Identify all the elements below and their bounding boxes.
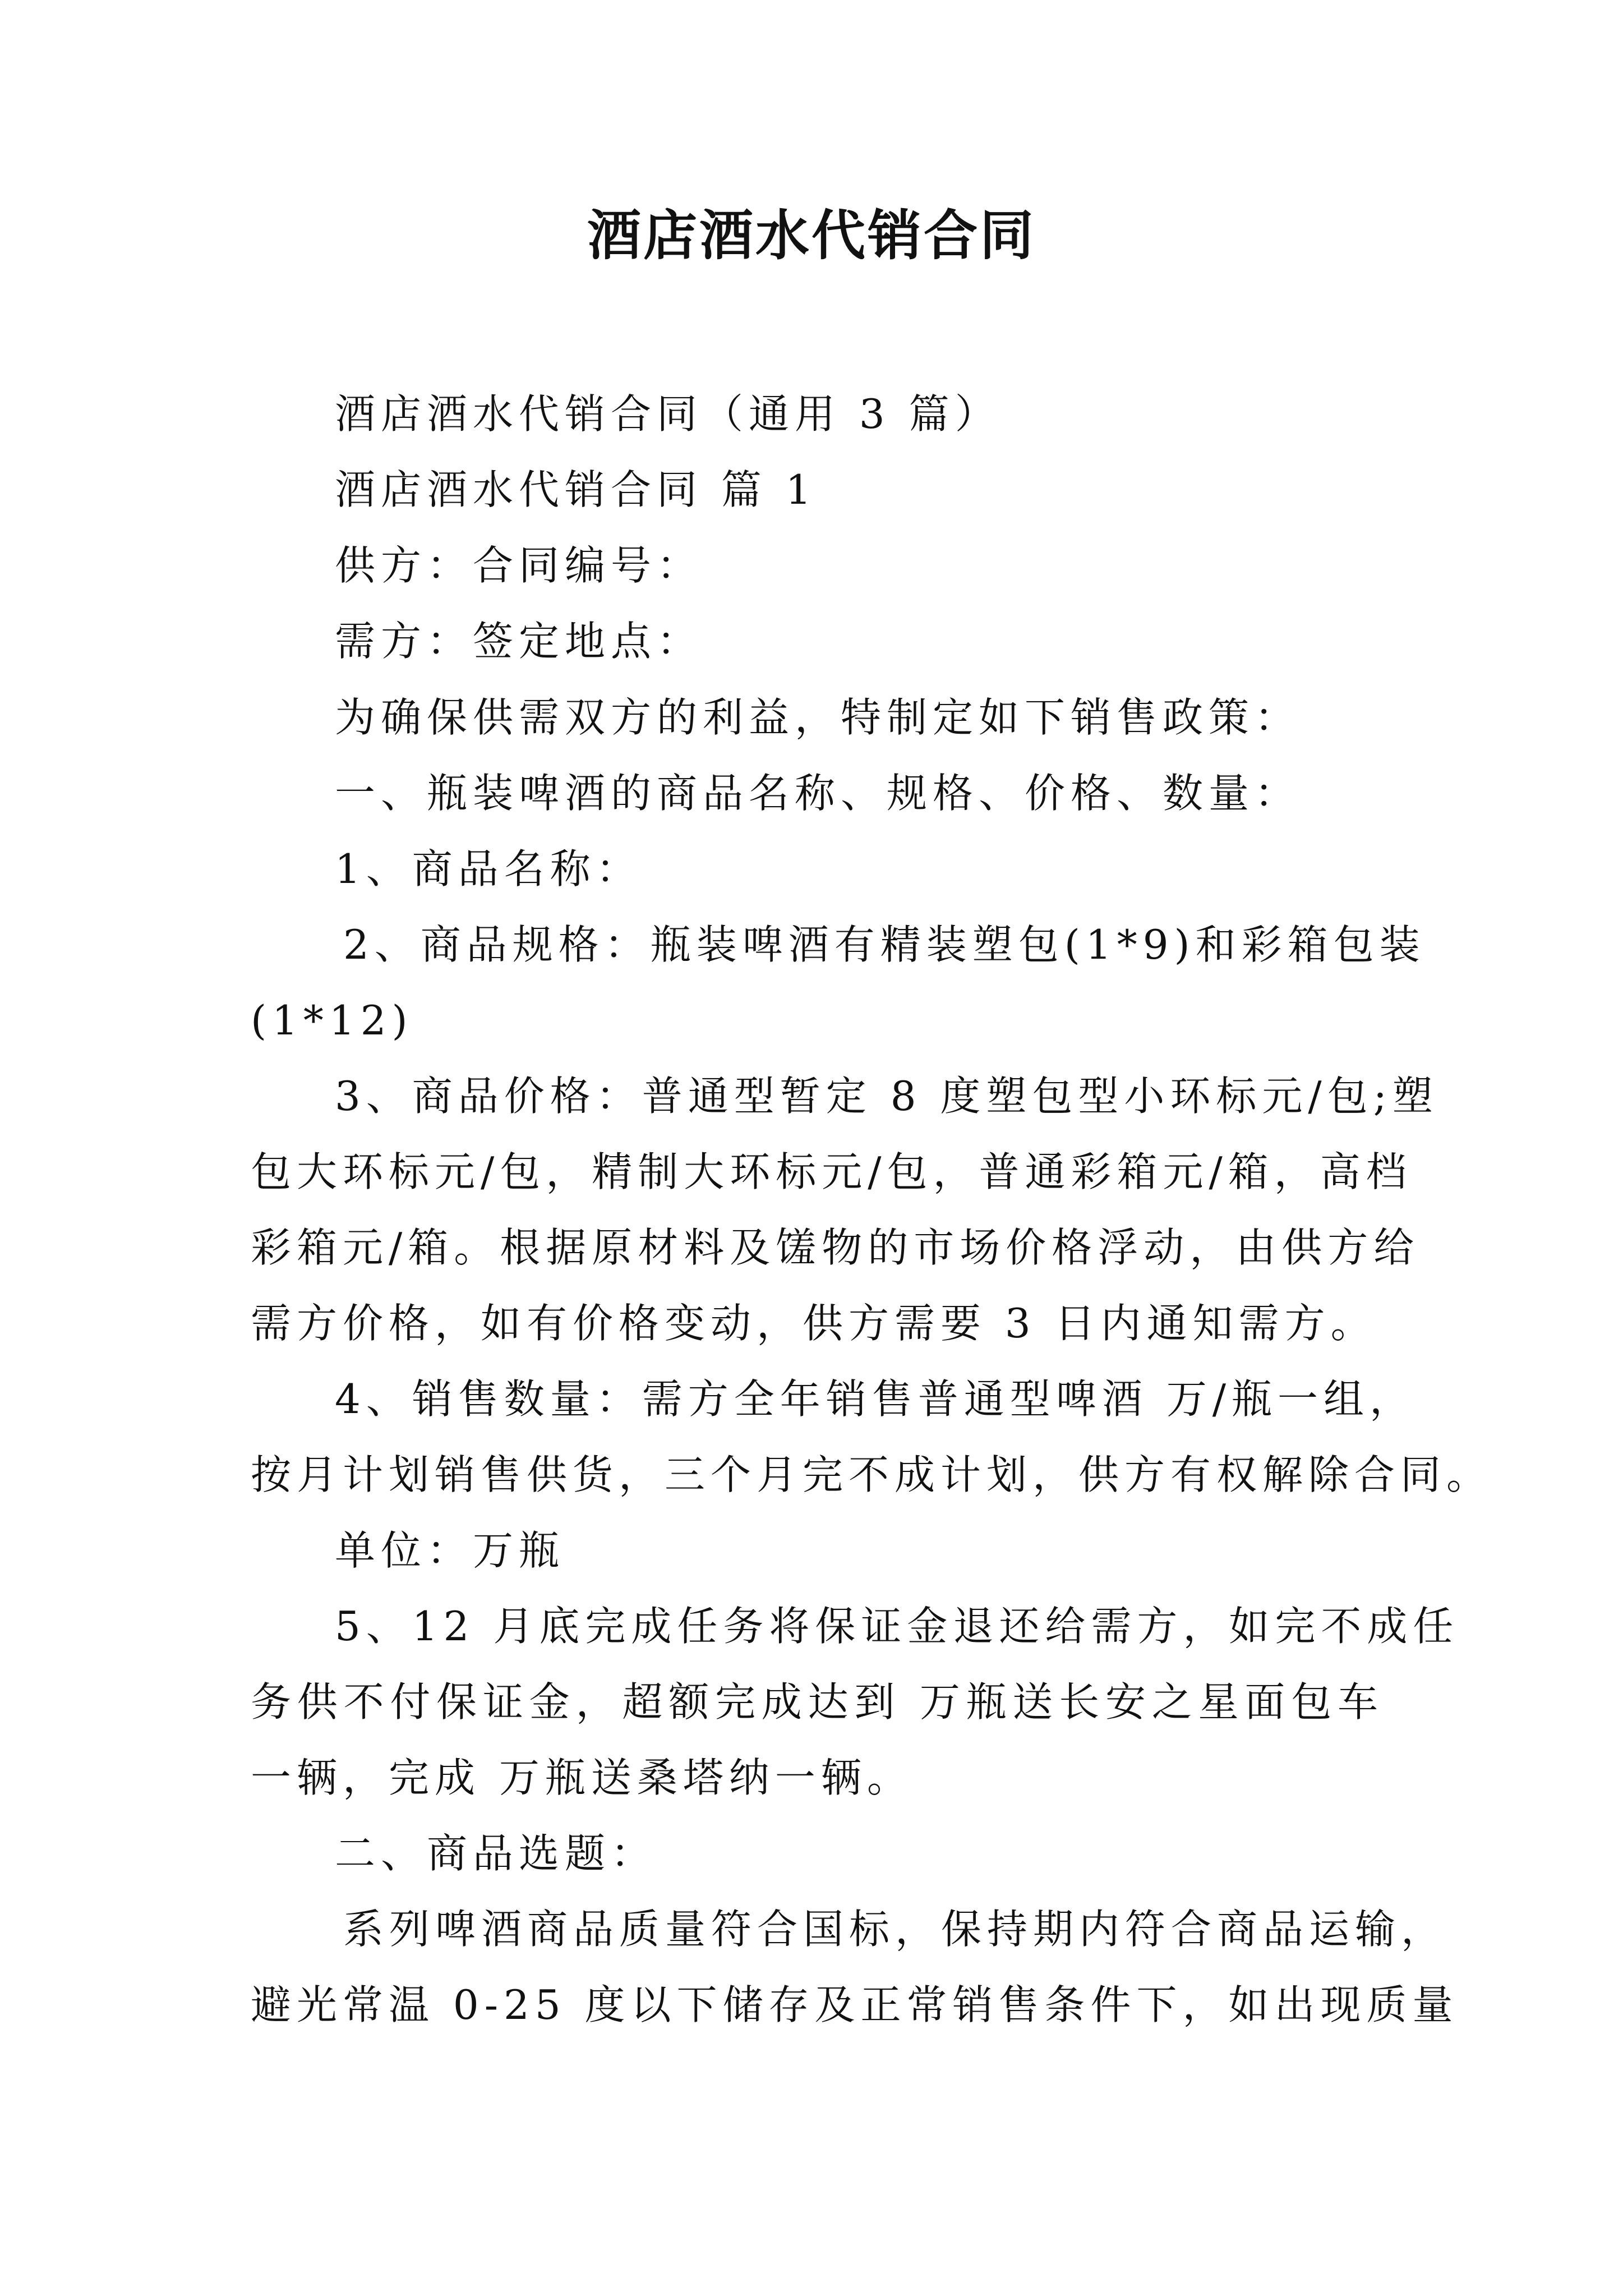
paragraph-line: 需方价格，如有价格变动，供方需要 3 日内通知需方。 [251, 1300, 1377, 1347]
paragraph-line: 4、销售数量：需方全年销售普通型啤酒 万/瓶一组， [335, 1375, 1415, 1423]
paragraph-line: 酒店酒水代销合同（通用 3 篇） [335, 390, 1001, 438]
paragraph-line: (1*12) [251, 997, 413, 1044]
paragraph-line: 按月计划销售供货，三个月完不成计划，供方有权解除合同。 [251, 1451, 1493, 1498]
paragraph-line: 一辆，完成 万瓶送桑塔纳一辆。 [251, 1754, 913, 1801]
paragraph-line: 2、商品规格：瓶装啤酒有精装塑包(1*9)和彩箱包装 [343, 921, 1426, 968]
paragraph-line: 酒店酒水代销合同 篇 1 [335, 466, 817, 513]
paragraph-line: 包大环标元/包，精制大环标元/包，普通彩箱元/箱，高档 [251, 1148, 1412, 1195]
paragraph-line: 供方：合同编号： [335, 542, 703, 589]
paragraph-line: 系列啤酒商品质量符合国标，保持期内符合商品运输， [343, 1906, 1447, 1953]
paragraph-line: 一、瓶装啤酒的商品名称、规格、价格、数量： [335, 770, 1301, 817]
document-title: 酒店酒水代销合同 [587, 204, 1036, 267]
paragraph-line: 单位：万瓶 [335, 1527, 565, 1574]
paragraph-line: 需方：签定地点： [335, 618, 703, 665]
paragraph-line: 避光常温 0-25 度以下储存及正常销售条件下，如出现质量 [251, 1981, 1459, 2028]
paragraph-line: 3、商品价格：普通型暂定 8 度塑包型小环标元/包;塑 [335, 1073, 1438, 1120]
paragraph-line: 1、商品名称： [335, 845, 642, 892]
paragraph-line: 二、商品选题： [335, 1830, 657, 1877]
paragraph-line: 彩箱元/箱。根据原材料及馐物的市场价格浮动，由供方给 [251, 1224, 1420, 1271]
paragraph-line: 5、12 月底完成任务将保证金退还给需方，如完不成任 [335, 1603, 1459, 1650]
paragraph-line: 为确保供需双方的利益，特制定如下销售政策： [335, 694, 1301, 741]
paragraph-line: 务供不付保证金，超额完成达到 万瓶送长安之星面包车 [251, 1678, 1384, 1726]
